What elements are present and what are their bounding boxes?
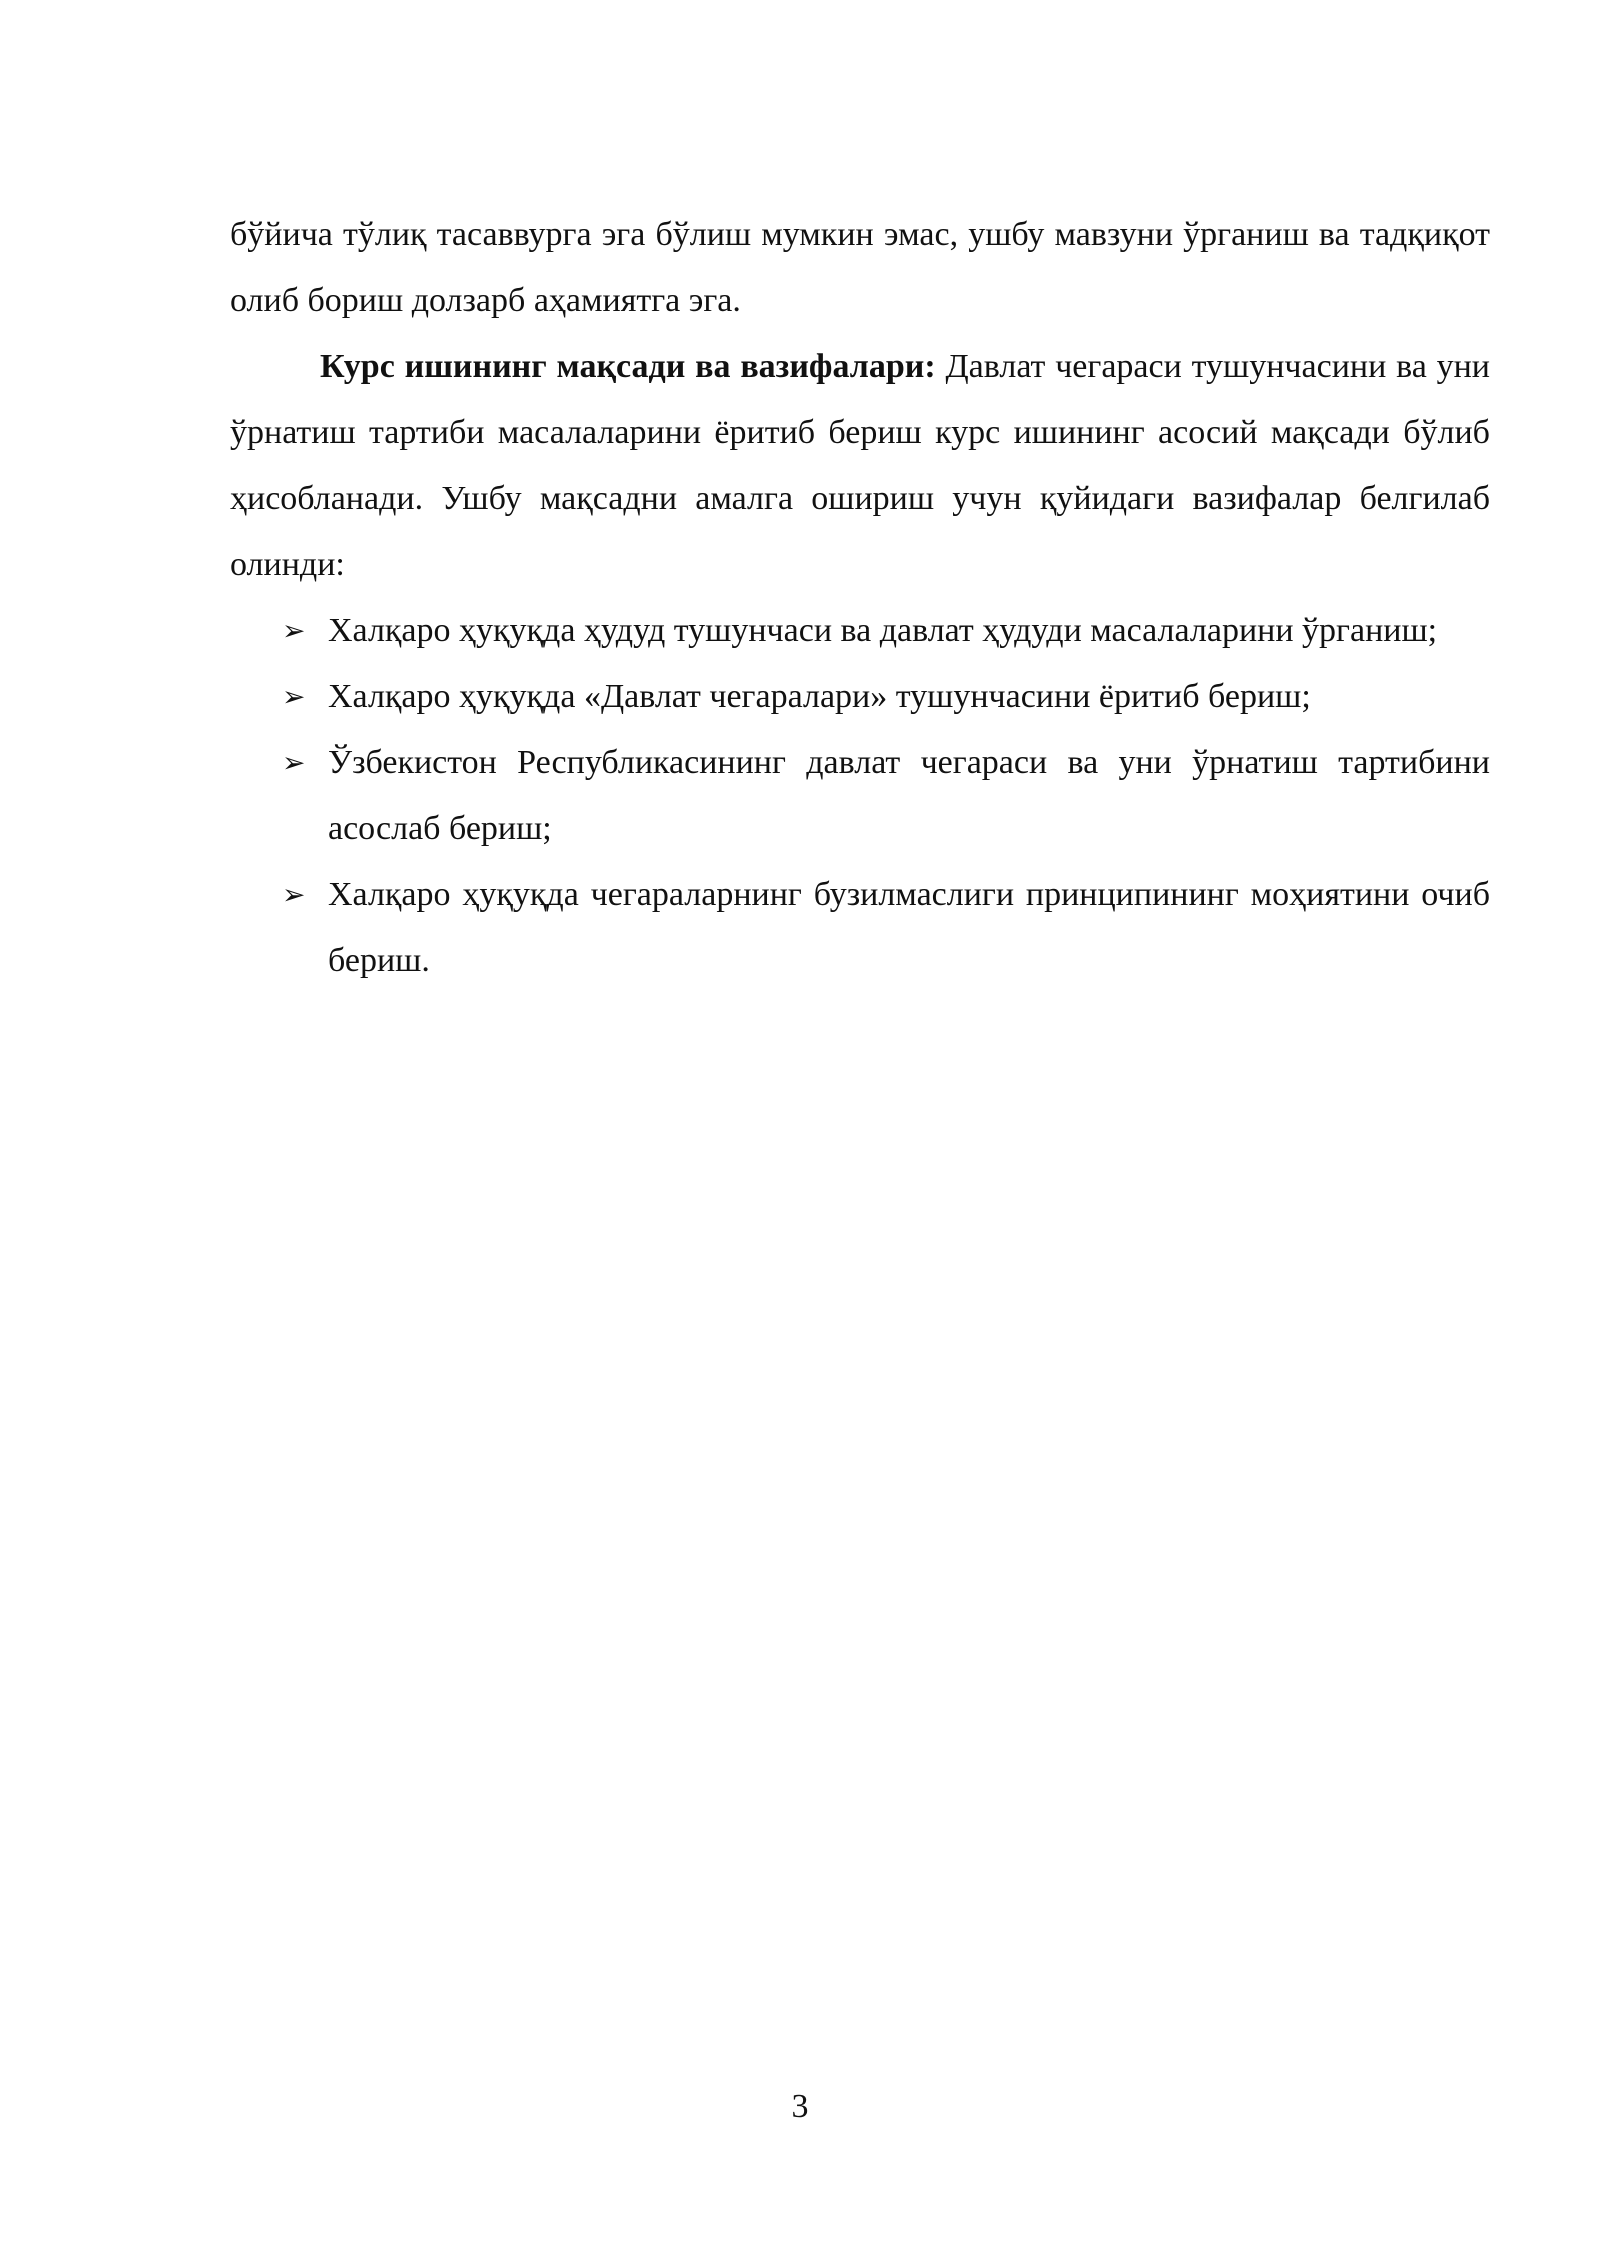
intro-paragraph: бўйича тўлиқ тасаввурга эга бўлиш мумкин эмас, ушбу мавзуни ўрганиш ва тадқиқот олиб бориш долзарб аҳамиятга эга. [230, 216, 1490, 319]
page-body [230, 202, 1490, 994]
tasks-list [230, 598, 1490, 994]
list-item [230, 664, 1490, 730]
arrow-bullet-icon: ➢ [282, 878, 306, 911]
list-item [230, 862, 1490, 994]
list-item [230, 730, 1490, 862]
arrow-bullet-icon: ➢ [282, 680, 306, 713]
task-text: Халқаро ҳуқуқда ҳудуд тушунчаси ва давлат ҳудуди масалаларини ўрганиш; [328, 612, 1438, 649]
page-number: 3 [791, 2088, 809, 2125]
arrow-bullet-icon: ➢ [282, 746, 306, 779]
arrow-bullet-icon: ➢ [282, 614, 306, 647]
goals-paragraph [230, 334, 1490, 598]
goals-text: Давлат чегараси тушунчасини ва уни ўрнатиш тартиби масалаларини ёритиб бериш курс ишининг асосий мақсади бўлиб ҳисобланади. Ушбу мақсадни амалга ошириш учун қуйидаги вазифалар белгилаб олинди: [230, 348, 1490, 583]
task-text: Халқаро ҳуқуқда «Давлат чегаралари» тушунчасини ёритиб бериш; [328, 678, 1311, 715]
task-text: Халқаро ҳуқуқда чегараларнинг бузилмаслиги принципининг моҳиятини очиб бериш. [328, 876, 1490, 979]
task-text: Ўзбекистон Республикасининг давлат чегараси ва уни ўрнатиш тартибини асослаб бериш; [328, 744, 1490, 847]
goals-heading: Курс ишининг мақсади ва вазифалари: [320, 348, 936, 385]
list-item [230, 598, 1490, 664]
